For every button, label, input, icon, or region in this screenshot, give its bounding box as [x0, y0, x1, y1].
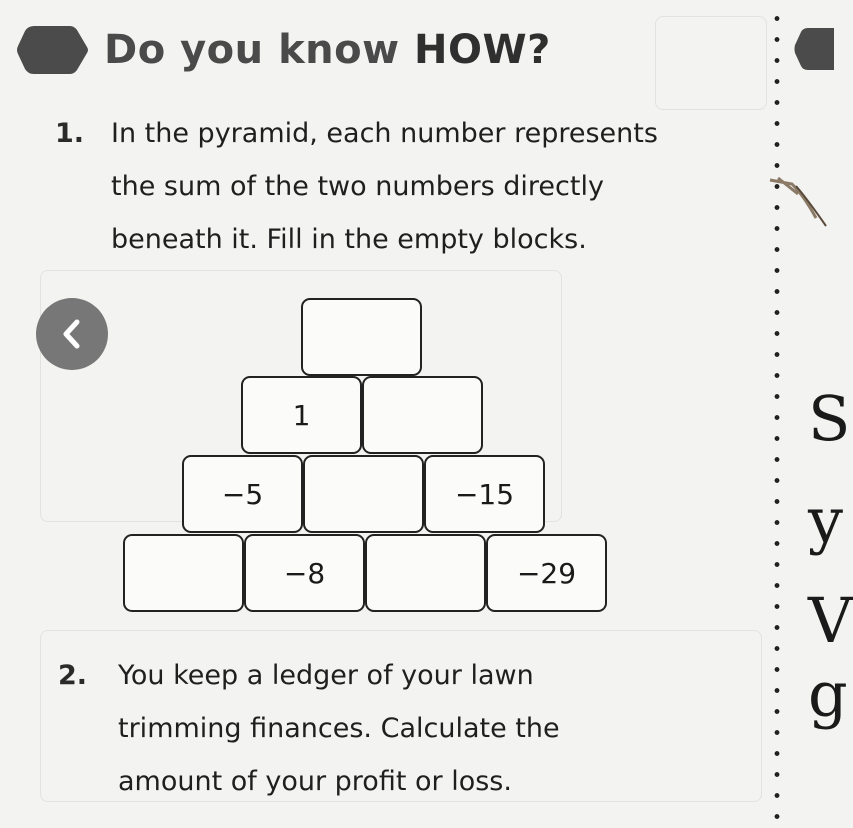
pyramid-block[interactable]	[365, 534, 486, 612]
question-text	[111, 107, 658, 266]
pyramid-block[interactable]	[362, 376, 483, 454]
column-divider	[774, 8, 780, 823]
pyramid-block[interactable]: −5	[182, 455, 303, 533]
question-line: amount of your profit or loss.	[118, 766, 512, 797]
section-title-emphasis: HOW?	[414, 27, 551, 73]
cut-off-letter: y	[808, 484, 844, 557]
pyramid-block[interactable]	[303, 455, 424, 533]
sketch-illustration-icon	[768, 174, 828, 234]
question-number: 2.	[58, 660, 88, 691]
cut-off-letter: S	[808, 382, 851, 455]
pyramid-block[interactable]	[123, 534, 244, 612]
pyramid-block[interactable]: −29	[486, 534, 607, 612]
section-title	[104, 27, 551, 73]
faint-background-box	[655, 16, 767, 110]
pyramid-block[interactable]: 1	[241, 376, 362, 454]
question-line: In the pyramid, each number represents	[111, 118, 658, 149]
cut-off-letter: g	[808, 658, 848, 731]
question-line: You keep a ledger of your lawn	[118, 660, 534, 691]
question-line: trimming finances. Calculate the	[118, 713, 560, 744]
back-button[interactable]	[36, 298, 108, 370]
hexagon-bullet-icon	[794, 26, 834, 72]
question-line: beneath it. Fill in the empty blocks.	[111, 224, 587, 255]
pyramid-block[interactable]: −8	[244, 534, 365, 612]
section-title-text: Do you know	[104, 27, 415, 73]
section-header	[16, 22, 551, 78]
chevron-left-icon	[57, 317, 87, 351]
pyramid-block[interactable]: −15	[424, 455, 545, 533]
hexagon-arrow-bullet-icon	[16, 23, 88, 77]
question-line: the sum of the two numbers directly	[111, 171, 604, 202]
pyramid-block[interactable]	[301, 298, 422, 376]
question-number: 1.	[55, 118, 85, 149]
question-text	[118, 649, 560, 808]
cut-off-letter: V	[808, 584, 853, 657]
